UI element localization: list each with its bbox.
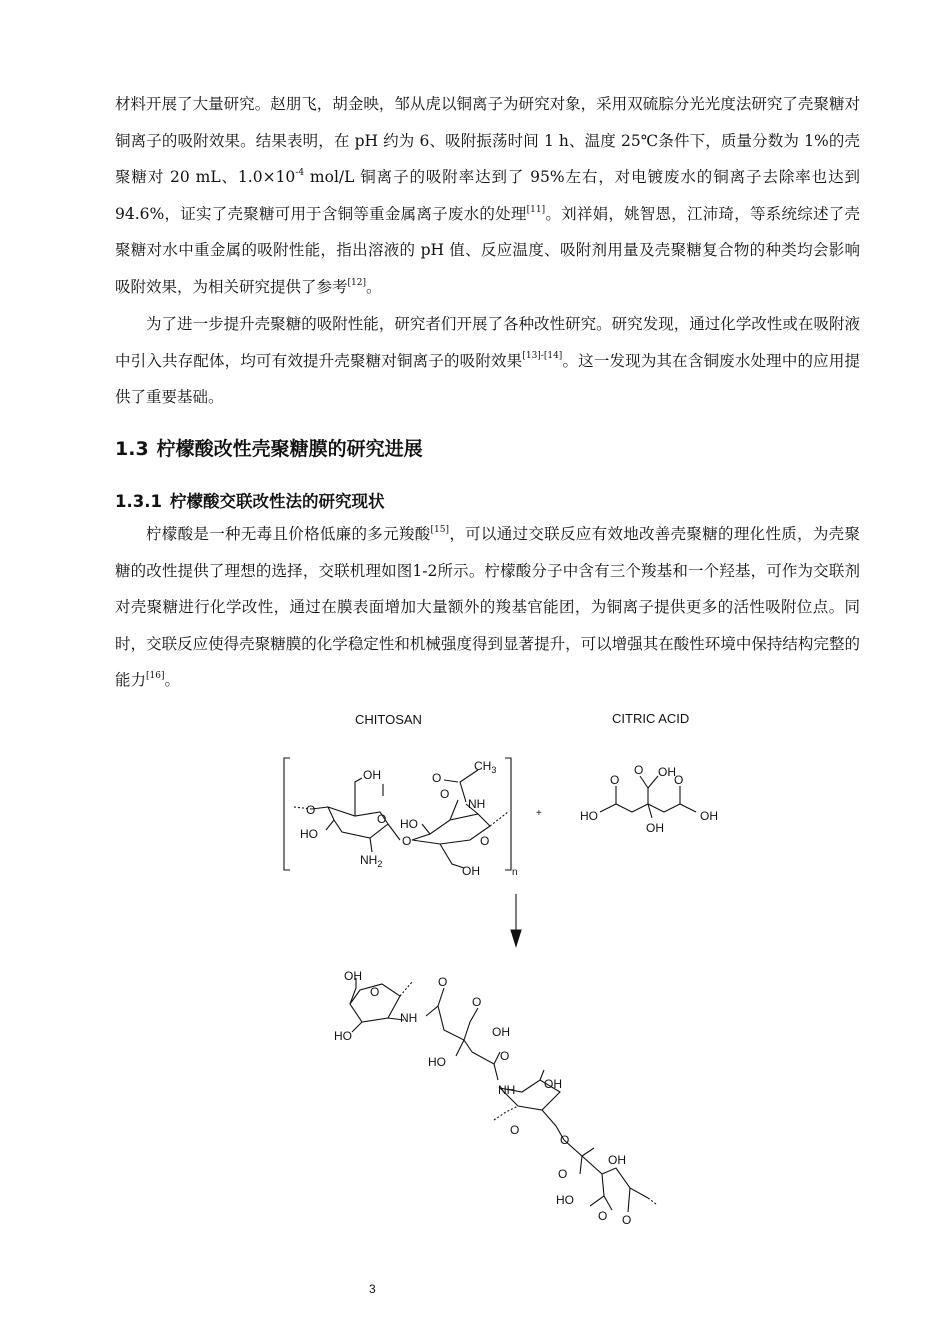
atom-o: O — [440, 787, 450, 801]
page-number: 3 — [369, 1282, 376, 1296]
paragraph-citric-acid — [115, 516, 860, 699]
paragraph-text: 为了进一步提升壳聚糖的吸附性能，研究者们开展了各种改性研究。研究发现，通过化学改性或在吸附液中引入共存配体，均可有效提升壳聚糖对铜离子的吸附效果 — [115, 315, 860, 370]
ring-oxygen: O — [480, 834, 490, 848]
atom-oh: OH — [700, 809, 718, 823]
atom-oh: OH — [544, 1077, 562, 1091]
citation[interactable]: [11] — [526, 204, 546, 215]
ring-oxygen: O — [377, 812, 387, 826]
atom-oh: OH — [363, 768, 381, 782]
carbonyl-oxygen: O — [674, 773, 684, 787]
atom-o: O — [306, 803, 316, 817]
citation[interactable]: [12] — [347, 277, 366, 288]
atom-oh: OH — [344, 969, 362, 983]
chitosan-ring-1 — [294, 768, 411, 869]
chitosan-ring-2 — [400, 759, 508, 878]
paragraph-modification — [115, 306, 860, 416]
carbonyl-oxygen: O — [432, 771, 442, 785]
citation[interactable]: [15] — [430, 524, 450, 535]
atom-nh: NH — [468, 797, 486, 811]
atom-ch3: $CH_3$ — [474, 759, 497, 775]
atom-oh: OH — [462, 864, 480, 878]
atom-ho: HO — [556, 1193, 574, 1207]
section-title: 柠檬酸改性壳聚糖膜的研究进展 — [156, 438, 423, 460]
atom-ho: HO — [580, 809, 598, 823]
carbonyl-oxygen: O — [610, 773, 620, 787]
ring-oxygen: O — [370, 985, 380, 999]
chitosan-label: CHITOSAN — [355, 712, 422, 727]
glycosidic-oxygen: O — [402, 834, 412, 848]
crosslinking-mechanism-figure — [260, 700, 740, 1240]
atom-oh: OH — [492, 1025, 510, 1039]
atom-oh: OH — [646, 821, 664, 835]
exponent: -4 — [295, 168, 305, 179]
atom-nh: NH — [498, 1083, 516, 1097]
carbonyl-oxygen: O — [634, 763, 644, 777]
paragraph-text: ，可以通过交联反应有效地改善壳聚糖的理化性质，为壳聚糖的改性提供了理想的选择，交联机理如图1-2所示。柠檬酸分子中含有三个羧基和一个羟基，可作为交联剂对壳聚糖进行化学改性，通过在膜表面增加大量额外的羧基官能团，为铜离子提供更多的活性吸附位点。同时，交联反应使得壳聚糖膜的化学稳定性和机械强度得到显著提升，可以增强其在酸性环境中保持结构完整的能力 — [115, 525, 860, 690]
carbonyl-oxygen: O — [472, 995, 482, 1009]
paragraph-text: 。刘祥娟，姚智恩，江沛琦，等系统综述了壳聚糖对水中重金属的吸附性能，指出溶液的 pH 值、反应温度、吸附剂用量及壳聚糖复合物的种类均会影响吸附效果，为相关研究提供了参考 — [115, 204, 860, 296]
atom-ho: HO — [428, 1055, 446, 1069]
section-heading — [115, 434, 423, 461]
subsection-title: 柠檬酸交联改性法的研究现状 — [169, 492, 385, 511]
paragraph-text: mol/L 铜离子的吸附率达到了 95%左右，对电镀废水的铜离子去除率也达到 94.6%，证实了壳聚糖可用于含铜等重金属离子废水的处理 — [115, 168, 860, 223]
ester-oxygen: O — [560, 1133, 570, 1147]
atom-nh2: $NH_2$ — [360, 853, 383, 869]
subsection-heading — [115, 488, 384, 512]
paragraph-text: 。 — [164, 671, 181, 690]
plus-sign: + — [536, 808, 542, 819]
repeat-subscript: n — [512, 867, 518, 878]
crosslinked-product — [334, 969, 656, 1227]
paragraph-text: 材料开展了大量研究。赵朋飞，胡金映，邹从虎以铜离子为研究对象，采用双硫腙分光光度法研究了壳聚糖对铜离子的吸附效果。结果表明，在 pH 约为 6、吸附振荡时间 1 h、温度 25℃条件下，质量分数为 1%的壳聚糖对 20 mL、1.0×10 — [115, 95, 860, 187]
atom-nh: NH — [400, 1011, 418, 1025]
citric-acid-label: CITRIC ACID — [612, 711, 690, 726]
paragraph-adsorption-studies — [115, 86, 860, 306]
atom-ho: HO — [300, 827, 318, 841]
atom-oh: OH — [608, 1153, 626, 1167]
carbonyl-oxygen: O — [438, 975, 448, 989]
paragraph-text: 柠檬酸是一种无毒且价格低廉的多元羧酸 — [146, 525, 431, 543]
paragraph-text: 。 — [366, 277, 382, 296]
subsection-number: 1.3.1 — [115, 492, 162, 511]
reaction-arrow — [511, 894, 521, 946]
atom-oh: OH — [658, 765, 676, 779]
atom-ho: HO — [334, 1029, 352, 1043]
carbonyl-oxygen: O — [500, 1049, 510, 1063]
citric-acid-structure — [580, 763, 718, 835]
atom-ho: HO — [400, 817, 418, 831]
paragraph-text: 。这一发现为其在含铜废水处理中的应用提供了重要基础。 — [115, 351, 860, 407]
ring-oxygen: O — [510, 1123, 520, 1137]
carbonyl-oxygen: O — [622, 1213, 632, 1227]
carbonyl-oxygen: O — [598, 1209, 608, 1223]
section-number: 1.3 — [115, 438, 149, 460]
citation[interactable]: [13]-[14] — [522, 351, 563, 362]
citation[interactable]: [16] — [146, 671, 165, 682]
carbonyl-oxygen: O — [558, 1167, 568, 1181]
